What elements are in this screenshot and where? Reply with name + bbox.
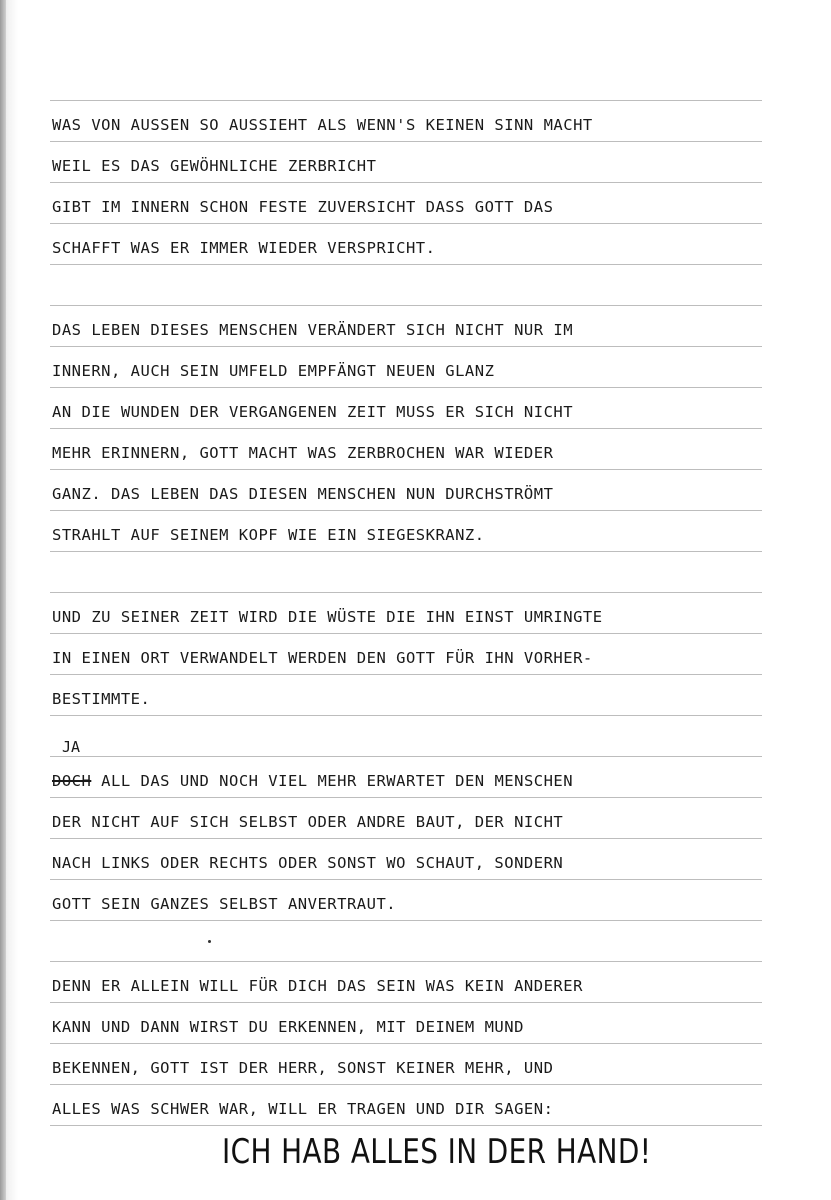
text-line: NACH LINKS ODER RECHTS ODER SONST WO SCHAUT, SONDERN [52,854,564,872]
text-line: BESTIMMTE. [52,690,151,708]
text-line: WEIL ES DAS GEWÖHNLICHE ZERBRICHT [52,157,377,175]
text-line-with-correction [52,761,772,801]
text-line: DAS LEBEN DIESES MENSCHEN VERÄNDERT SICH NICHT NUR IM [52,321,574,339]
text-line: UND ZU SEINER ZEIT WIRD DIE WÜSTE DIE IHN EINST UMRINGTE [52,608,603,626]
text-line: SCHAFFT WAS ER IMMER WIEDER VERSPRICHT. [52,239,436,257]
closing-statement: ICH HAB ALLES IN DER HAND! [222,1132,652,1172]
text-line: BEKENNEN, GOTT IST DER HERR, SONST KEINER MEHR, UND [52,1059,554,1077]
text-line: IN EINEN ORT VERWANDELT WERDEN DEN GOTT FÜR IHN VORHER- [52,649,593,667]
text-line-rest: ALL DAS UND NOCH VIEL MEHR ERWARTET DEN MENSCHEN [101,772,574,790]
text-line: GANZ. DAS LEBEN DAS DIESEN MENSCHEN NUN DURCHSTRÖMT [52,485,554,503]
ruled-line [50,305,762,306]
text-line: AN DIE WUNDEN DER VERGANGENEN ZEIT MUSS ER SICH NICHT [52,403,574,421]
text-line: DER NICHT AUF SICH SELBST ODER ANDRE BAUT, DER NICHT [52,813,564,831]
text-line: ALLES WAS SCHWER WAR, WILL ER TRAGEN UND DIR SAGEN: [52,1100,554,1118]
inserted-correction-word: JA [62,738,81,756]
ruled-line [50,961,762,962]
page-binding-edge [0,0,6,1200]
text-line: KANN UND DANN WIRST DU ERKENNEN, MIT DEINEM MUND [52,1018,524,1036]
text-line: WAS VON AUSSEN SO AUSSIEHT ALS WENN'S KEINEN SINN MACHT [52,116,593,134]
ruled-line [50,100,762,101]
text-line: GOTT SEIN GANZES SELBST ANVERTRAUT. [52,895,397,913]
ruled-line [50,756,762,757]
text-line: STRAHLT AUF SEINEM KOPF WIE EIN SIEGESKRANZ. [52,526,485,544]
text-line: MEHR ERINNERN, GOTT MACHT WAS ZERBROCHEN WAR WIEDER [52,444,554,462]
text-line: INNERN, AUCH SEIN UMFELD EMPFÄNGT NEUEN GLANZ [52,362,495,380]
ink-dot [208,940,211,943]
ruled-line [50,592,762,593]
text-line: GIBT IM INNERN SCHON FESTE ZUVERSICHT DASS GOTT DAS [52,198,554,216]
struck-word: DOCH [52,772,92,790]
text-line: DENN ER ALLEIN WILL FÜR DICH DAS SEIN WAS KEIN ANDERER [52,977,583,995]
